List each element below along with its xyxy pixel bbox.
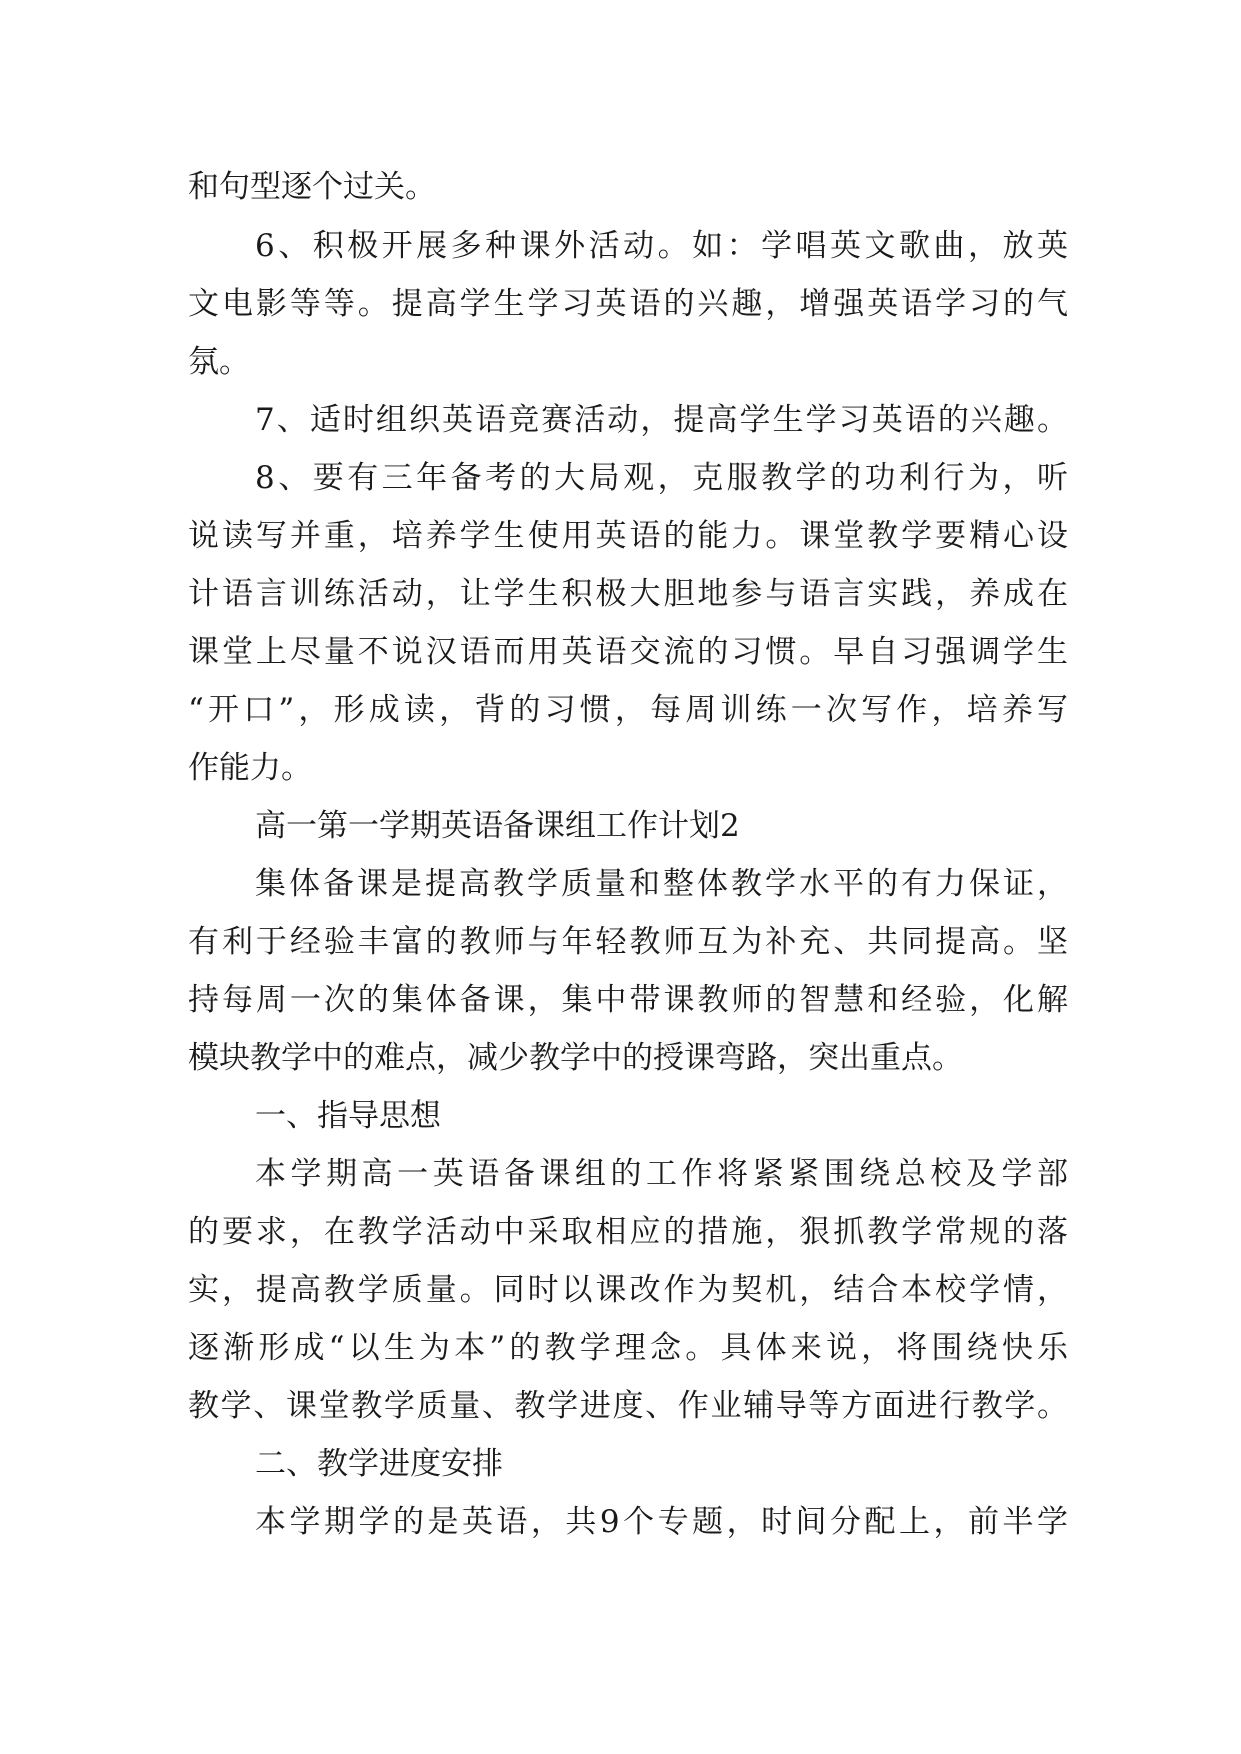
text-line: 计语言训练活动，让学生积极大胆地参与语言实践，养成在 (188, 576, 1068, 612)
text-line: 课堂上尽量不说汉语而用英语交流的习惯。早自习强调学生 (188, 634, 1068, 670)
text-line: 模块教学中的难点，减少教学中的授课弯路，突出重点。 (188, 1040, 963, 1076)
text-line: 的要求，在教学活动中采取相应的措施，狠抓教学常规的落 (188, 1214, 1068, 1250)
text-line: 8、要有三年备考的大局观，克服教学的功利行为，听 (255, 460, 1068, 496)
text-line: 说读写并重，培养学生使用英语的能力。课堂教学要精心设 (188, 518, 1068, 554)
text-line: 7、适时组织英语竞赛活动，提高学生学习英语的兴趣。 (255, 402, 1068, 438)
section-heading: 二、教学进度安排 (255, 1446, 503, 1482)
text-line: 教学、课堂教学质量、教学进度、作业辅导等方面进行教学。 (188, 1388, 1068, 1424)
text-line: 和句型逐个过关。 (188, 169, 436, 205)
text-line: “开口”，形成读，背的习惯，每周训练一次写作，培养写 (188, 692, 1068, 728)
text-line: 氛。 (188, 344, 250, 380)
text-line: 有利于经验丰富的教师与年轻教师互为补充、共同提高。坚 (188, 924, 1068, 960)
section-heading: 一、指导思想 (255, 1098, 441, 1134)
text-line: 6、积极开展多种课外活动。如：学唱英文歌曲，放英 (255, 228, 1068, 264)
text-line: 持每周一次的集体备课，集中带课教师的智慧和经验，化解 (188, 982, 1068, 1018)
text-line: 文电影等等。提高学生学习英语的兴趣，增强英语学习的气 (188, 286, 1068, 322)
text-line: 作能力。 (188, 750, 312, 786)
text-line: 本学期学的是英语，共9个专题，时间分配上，前半学 (255, 1504, 1068, 1540)
text-line: 集体备课是提高教学质量和整体教学水平的有力保证， (255, 866, 1068, 902)
text-line: 逐渐形成“以生为本”的教学理念。具体来说，将围绕快乐 (188, 1330, 1068, 1366)
text-line: 实，提高教学质量。同时以课改作为契机，结合本校学情， (188, 1272, 1068, 1308)
section-title: 高一第一学期英语备课组工作计划2 (255, 808, 740, 844)
text-line: 本学期高一英语备课组的工作将紧紧围绕总校及学部 (255, 1156, 1068, 1192)
